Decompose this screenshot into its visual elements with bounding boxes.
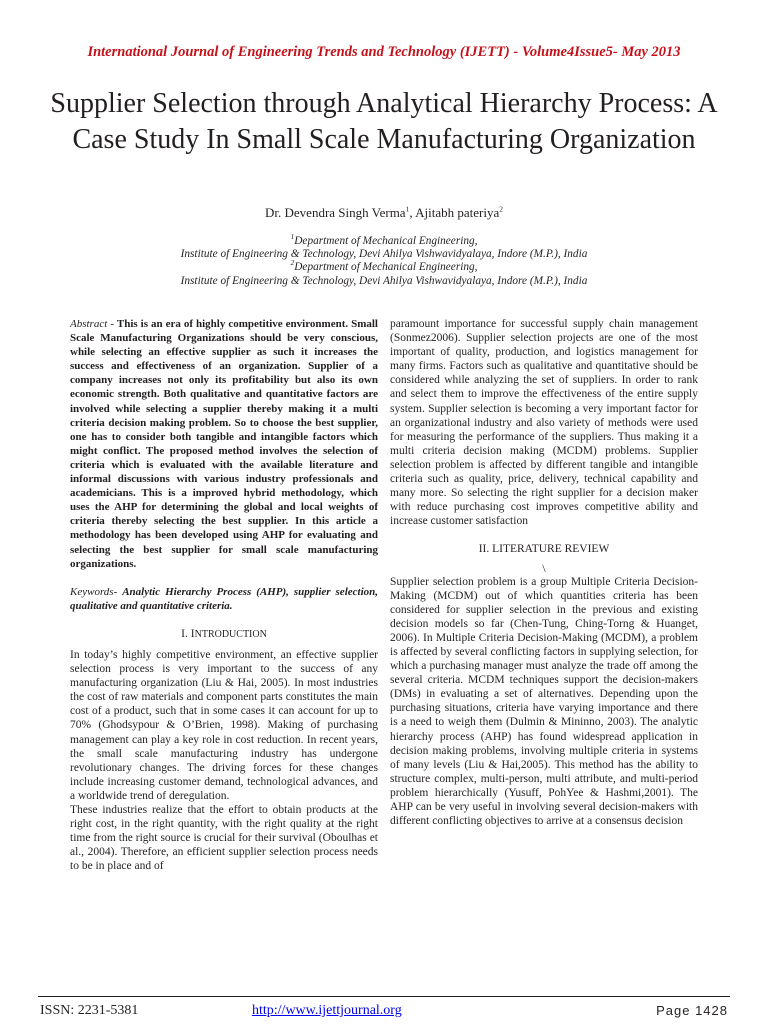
- journal-header: International Journal of Engineering Trends and Technology (IJETT) - Volume4Issue5- May 2013: [87, 44, 681, 60]
- affiliation-2-dept-text: Department of Mechanical Engineering,: [294, 261, 478, 274]
- abstract: [70, 317, 378, 571]
- affiliation-2-superscript: 2: [290, 258, 295, 268]
- affiliation-1-dept-text: Department of Mechanical Engineering,: [294, 235, 478, 247]
- section-heading-rest: NTRODUCTION: [194, 628, 267, 640]
- right-paragraph-1: paramount importance for successful supply chain management (Sonmez2006). Supplier selection projects are one of the most important of quality, production, and logistics management for many firms. Factors such as qualitative and quantitative should be considered while analyzing the set of suppliers. In order to rank and select them to improve the effectiveness of the entire supply system. Supplier selection is becoming a very important factor for an organizational industry and also variety of methods were used for measuring the performance of the suppliers. Thus making it a multi criteria decision making (MCDM) problems. Supplier selection problem is affected by different tangible and intangible criteria such as quality, price, delivery, technical capability and many more. So selecting the right supplier for a decision maker with reduce purchasing cost improves competitive ability and increase customer satisfaction: [390, 318, 698, 528]
- keywords-label: Keywords-: [70, 585, 123, 598]
- abstract-text: This is an era of highly competitive environment. Small Scale Manufacturing Organizations should be very conscious, while selecting an effective supplier as such it increases the success and effectiveness of an organization. Supplier of a company increases not only its profitability but also its own economic strength. Both qualitative and quantitative factors are involved while selecting a supplier thereby making it a multi criteria decision making problem. So to choose the best supplier, one has to consider both tangible and intangible factors which might conflict. The proposed method involves the selection of criteria which is evaluated with the available literature and informal discussions with various industry professionals and academicians. This is a improved hybrid methodology, which uses the AHP for determining the global and local weights of criteria thereby selecting the best supplier. In this article a methodology has been developed using AHP for evaluating and selecting the best supplier for small scale manufacturing organizations.: [70, 318, 378, 570]
- footer-journal-link[interactable]: http://www.ijettjournal.org: [252, 1003, 402, 1018]
- intro-paragraph-1: In today’s highly competitive environment, an effective supplier selection process is very important to the success of any manufacturing organization (Liu & Hai, 2005). In most industries the cost of raw materials and component parts constitutes the main cost of a product, such that in some cases it can account for up to 70% (Ghodsypour & O’Brien, 1998). Making of purchasing management can play a key role in cost reduction. In recent years, the small scale manufacturing industry has undergone revolutionary changes. The driving forces for these changes include increasing customer demand, technological advances, and a worldwide trend of deregulation.: [70, 648, 378, 802]
- affiliation-2-institute: Institute of Engineering & Technology, Devi Ahilya Vishwavidyalaya, Indore (M.P.), India: [180, 274, 588, 287]
- keywords: [70, 585, 378, 613]
- left-column: [70, 317, 378, 873]
- footer-divider: [38, 996, 730, 997]
- section-heading-literature-review: II. LITERATURE REVIEW: [478, 543, 610, 556]
- keywords-text: Analytic Hierarchy Process (AHP), supplier selection, qualitative and quantitative criteria.: [70, 585, 378, 612]
- affiliations: [0, 232, 768, 288]
- stray-backslash: \: [542, 562, 546, 575]
- affiliation-1-superscript: 1: [290, 232, 295, 242]
- author-1-superscript: 1: [405, 204, 410, 214]
- section-heading-initial: I: [190, 627, 195, 640]
- paper-title: Supplier Selection through Analytical Hierarchy Process: A Case Study In Small Scale Manufacturing Organization: [50, 88, 718, 155]
- affiliation-1-institute: Institute of Engineering & Technology, Devi Ahilya Vishwavidyalaya, Indore (M.P.), India: [180, 248, 588, 261]
- author-line: [0, 205, 768, 221]
- author-name-1: Dr. Devendra Singh Verma: [265, 205, 406, 220]
- author-separator: ,: [409, 205, 416, 220]
- section-heading-introduction: [70, 627, 378, 642]
- affiliation-1-dept: [0, 232, 768, 248]
- section-number: I.: [181, 627, 191, 640]
- literature-paragraph: Supplier selection problem is a group Multiple Criteria Decision-Making (MCDM) out of which quantities criteria has been considered for supplier selection in the previous and existing decision models so far (Chen-Tung, Ching-Torng & Huanget, 2006). In Multiple Criteria Decision-Making (MCDM), a problem is affected by several conflicting factors in supplying selection, for which a purchasing manager must analyze the trade off among the several criteria. MCDM techniques support the decision-makers (DMs) in evaluating a set of alternatives. Depending upon the purchasing situations, criteria have varying importance and there is a need to weigh them (Dulmin & Mininno, 2003). The analytic hierarchy process (AHP) has found widespread application in decision making problems, involving multiple criteria in systems of many levels (Liu & Hai,2005). This method has the ability to structure complex, multi-person, multi attribute, and multi-period problem hierarchically (Yusuff, PohYee & Hashmi,2001). The AHP can be very useful in involving several decision-makers with different conflicting objectives to arrive at a consensus decision: [390, 575, 698, 828]
- right-column: [390, 317, 698, 828]
- abstract-label: Abstract -: [70, 318, 117, 330]
- affiliation-2-dept: [0, 258, 768, 274]
- author-2-superscript: 2: [499, 204, 503, 214]
- intro-paragraph-2: These industries realize that the effort to obtain products at the right cost, in the right quantity, with the right quality at the right time from the right source is crucial for their survival (Oboulhas et al., 2004). Therefore, an efficient supplier selection process needs to be in place and of: [70, 804, 378, 873]
- footer-page-number: Page 1428: [656, 1003, 728, 1018]
- footer-issn: ISSN: 2231-5381: [40, 1003, 139, 1018]
- author-name-2: Ajitabh pateriya: [415, 205, 500, 220]
